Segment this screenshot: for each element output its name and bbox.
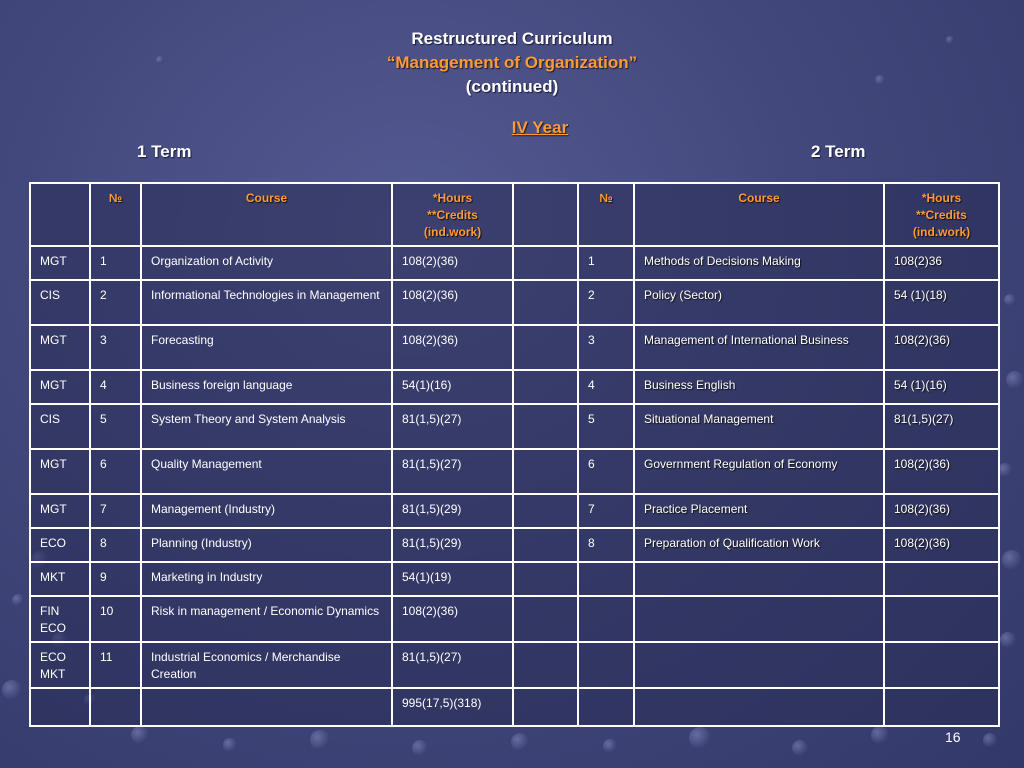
term1-hours-cell: 54(1)(16) [392,370,513,404]
spacer-cell [513,562,578,596]
term2-hours-cell: 108(2)(36) [884,325,999,370]
department-code-cell: CIS [30,280,90,325]
spacer-cell [513,280,578,325]
table-row [30,370,999,404]
term1-number-cell [90,688,141,726]
term1-hours-cell: 81(1,5)(29) [392,494,513,528]
term1-course-cell: Risk in management / Economic Dynamics [141,596,392,642]
term1-number-cell: 10 [90,596,141,642]
term1-hours-cell: 81(1,5)(27) [392,449,513,494]
header-cell-hours-term1: *Hours **Credits (ind.work) [392,183,513,246]
term1-number-cell: 1 [90,246,141,280]
term1-hours-cell: 108(2)(36) [392,246,513,280]
term1-number-cell: 6 [90,449,141,494]
term1-number-cell: 4 [90,370,141,404]
table-row [30,528,999,562]
term1-hours-cell: 81(1,5)(27) [392,404,513,449]
term2-course-cell [634,596,884,642]
department-code-cell: MGT [30,449,90,494]
term2-course-cell: Management of International Business [634,325,884,370]
table-row [30,325,999,370]
term2-hours-cell: 54 (1)(16) [884,370,999,404]
term1-course-cell: Management (Industry) [141,494,392,528]
page-number: 16 [945,729,961,745]
term2-number-cell: 8 [578,528,634,562]
term1-course-cell: Informational Technologies in Management [141,280,392,325]
term2-course-cell [634,562,884,596]
header-cell-number-term2: № [578,183,634,246]
spacer-cell [513,528,578,562]
term2-course-cell: Government Regulation of Economy [634,449,884,494]
table-row [30,449,999,494]
term2-number-cell [578,688,634,726]
term2-course-cell: Business English [634,370,884,404]
term2-course-cell: Policy (Sector) [634,280,884,325]
table-row [30,494,999,528]
department-code-cell: MGT [30,246,90,280]
term2-course-cell: Situational Management [634,404,884,449]
table-row [30,642,999,688]
term1-number-cell: 7 [90,494,141,528]
term2-hours-cell [884,596,999,642]
table-header-row [30,183,999,246]
term2-course-cell [634,642,884,688]
term2-number-cell: 4 [578,370,634,404]
department-code-cell [30,688,90,726]
term1-number-cell: 3 [90,325,141,370]
table-row [30,404,999,449]
term1-hours-cell: 81(1,5)(27) [392,642,513,688]
spacer-cell [513,449,578,494]
spacer-cell [513,688,578,726]
term2-course-cell [634,688,884,726]
term1-number-cell: 11 [90,642,141,688]
term1-hours-cell: 81(1,5)(29) [392,528,513,562]
table-row [30,246,999,280]
term2-number-cell: 6 [578,449,634,494]
term2-hours-cell [884,642,999,688]
term2-course-cell: Preparation of Qualification Work [634,528,884,562]
department-code-cell: MKT [30,562,90,596]
term2-hours-cell: 81(1,5)(27) [884,404,999,449]
term2-number-cell: 2 [578,280,634,325]
spacer-cell [513,370,578,404]
department-code-cell: FIN ECO [30,596,90,642]
term2-hours-cell: 54 (1)(18) [884,280,999,325]
term1-number-cell: 8 [90,528,141,562]
term2-number-cell [578,642,634,688]
term1-hours-cell: 108(2)(36) [392,325,513,370]
table-row [30,688,999,726]
header-cell-course-term2: Course [634,183,884,246]
spacer-cell [513,642,578,688]
term2-hours-cell [884,688,999,726]
term1-hours-cell: 54(1)(19) [392,562,513,596]
term1-number-cell: 5 [90,404,141,449]
term1-course-cell: Forecasting [141,325,392,370]
term2-hours-cell: 108(2)(36) [884,528,999,562]
term2-hours-cell: 108(2)(36) [884,449,999,494]
term1-course-cell: Organization of Activity [141,246,392,280]
term2-number-cell: 3 [578,325,634,370]
table-row [30,562,999,596]
term2-number-cell: 1 [578,246,634,280]
header-cell-course-term1: Course [141,183,392,246]
term1-course-cell: Planning (Industry) [141,528,392,562]
term1-course-cell: Quality Management [141,449,392,494]
header-cell-hours-term2: *Hours **Credits (ind.work) [884,183,999,246]
department-code-cell: ECO MKT [30,642,90,688]
term2-hours-cell: 108(2)36 [884,246,999,280]
term1-hours-cell: 108(2)(36) [392,596,513,642]
term1-course-cell: Industrial Economics / Merchandise Creation [141,642,392,688]
spacer-cell [513,246,578,280]
term1-course-cell: System Theory and System Analysis [141,404,392,449]
continued-label: (continued) [465,77,559,96]
term1-hours-cell: 995(17,5)(318) [392,688,513,726]
term1-course-cell [141,688,392,726]
spacer-cell [513,596,578,642]
term-1-heading: 1 Term [137,142,192,161]
department-code-cell: MGT [30,370,90,404]
table-row [30,596,999,642]
term2-number-cell: 5 [578,404,634,449]
table-row [30,280,999,325]
curriculum-table [29,182,1000,727]
term1-number-cell: 2 [90,280,141,325]
slide-title: Restructured Curriculum [411,29,613,48]
spacer-cell [513,325,578,370]
term1-course-cell: Marketing in Industry [141,562,392,596]
term2-course-cell: Methods of Decisions Making [634,246,884,280]
spacer-cell [513,404,578,449]
term2-hours-cell [884,562,999,596]
department-code-cell: CIS [30,404,90,449]
slide-subtitle: “Management of Organization” [386,53,638,72]
term2-number-cell: 7 [578,494,634,528]
department-code-cell: MGT [30,494,90,528]
term2-number-cell [578,562,634,596]
term1-number-cell: 9 [90,562,141,596]
department-code-cell: ECO [30,528,90,562]
header-cell-number-term1: № [90,183,141,246]
term1-hours-cell: 108(2)(36) [392,280,513,325]
year-heading: IV Year [511,118,569,137]
header-cell-spacer [513,183,578,246]
spacer-cell [513,494,578,528]
term2-hours-cell: 108(2)(36) [884,494,999,528]
term1-course-cell: Business foreign language [141,370,392,404]
term2-number-cell [578,596,634,642]
term-2-heading: 2 Term [811,142,866,161]
department-code-cell: MGT [30,325,90,370]
term2-course-cell: Practice Placement [634,494,884,528]
header-cell-code [30,183,90,246]
